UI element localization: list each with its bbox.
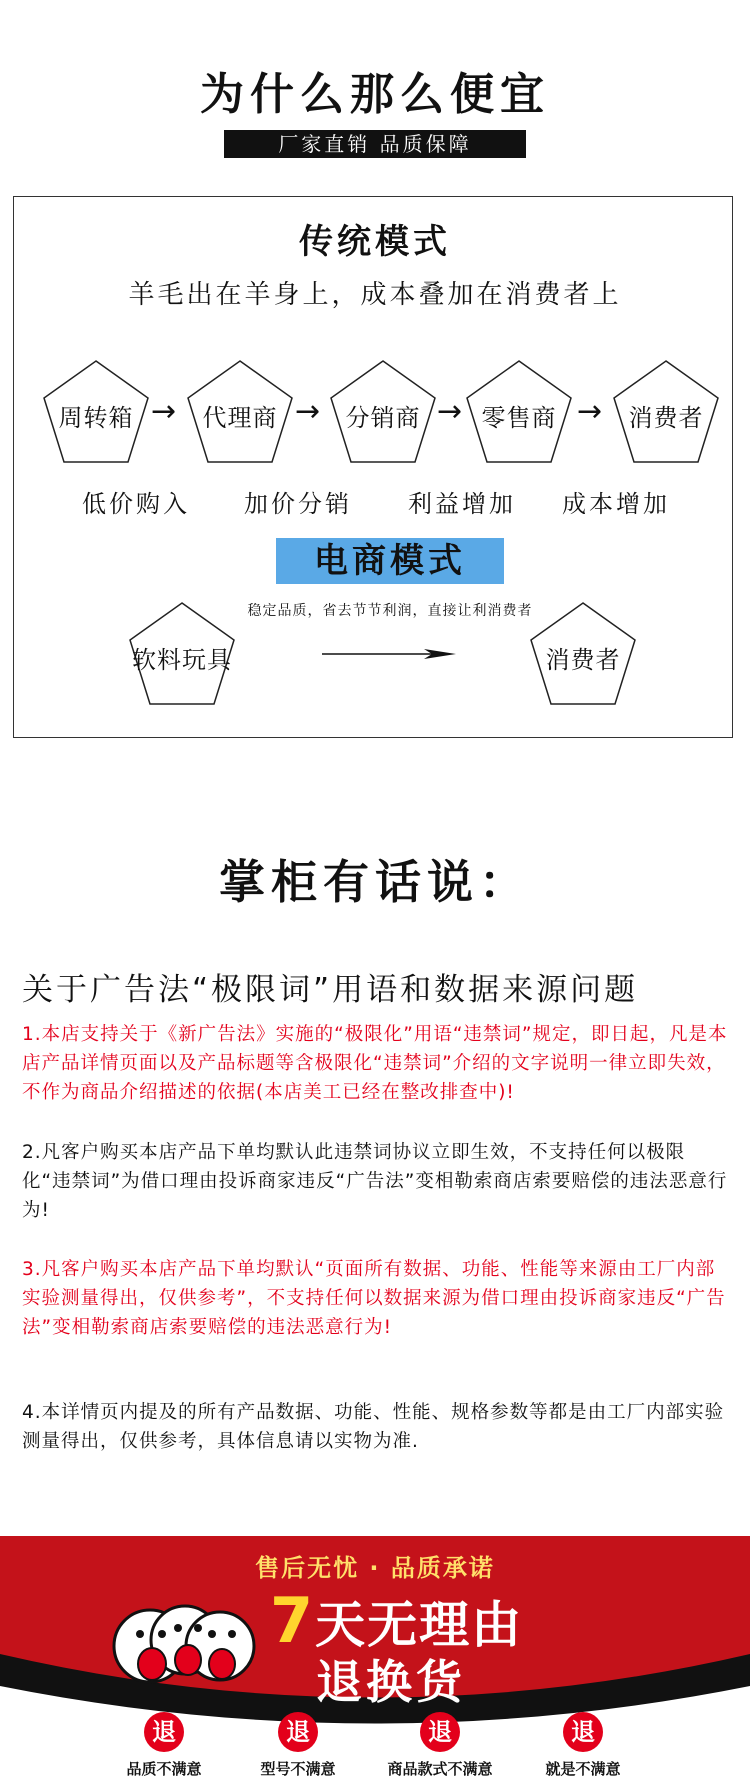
banner-no-reason: 天无理由 <box>315 1596 524 1654</box>
chain-node-agent <box>184 358 296 466</box>
long-arrow-icon <box>320 644 460 664</box>
step-label-markup: 加价分销 <box>244 490 352 518</box>
banner-headline: 售后无忧 · 品质承诺 <box>255 1554 495 1582</box>
step-label-profit: 利益增加 <box>408 490 516 518</box>
badge-label-quality: 品质不满意 <box>126 1760 202 1778</box>
notice-paragraph-2: 2.凡客户购买本店产品下单均默认此违禁词协议立即生效，不支持任何以极限化“违禁词”为借口理由投诉商家违反“广告法”变相勒索商店索要赔偿的违法恶意行为! <box>22 1142 728 1221</box>
ecommerce-node-product <box>126 600 238 708</box>
step-label-buy-low: 低价购入 <box>82 490 190 518</box>
step-label-cost: 成本增加 <box>562 490 670 518</box>
traditional-model-title: 传统模式 <box>299 222 451 262</box>
ecommerce-node-label: 软料玩具 <box>132 646 232 674</box>
badge-label-model: 型号不满意 <box>260 1760 336 1778</box>
mascot-illustration <box>114 1606 254 1682</box>
ecommerce-model-title: 电商模式 <box>276 538 504 584</box>
traditional-model-subtitle: 羊毛出在羊身上，成本叠加在消费者上 <box>128 280 622 310</box>
ecommerce-node-consumer <box>527 600 639 708</box>
chain-node-label: 分销商 <box>345 404 421 432</box>
return-badge-icon: 退 <box>420 1712 460 1752</box>
return-badge-icon: 退 <box>278 1712 318 1752</box>
chain-node-label: 周转箱 <box>58 404 134 432</box>
banner-seven: 7 <box>270 1584 316 1657</box>
page-title: 为什么那么便宜 <box>200 69 550 120</box>
notice-title: 关于广告法“极限词”用语和数据来源问题 <box>22 972 639 1008</box>
ecommerce-model-note: 稳定品质，省去节节利润，直接让利消费者 <box>247 603 533 619</box>
chain-node-label: 零售商 <box>481 404 557 432</box>
notice-paragraph-1: 1.本店支持关于《新广告法》实施的“极限化”用语“违禁词”规定，即日起，凡是本店产品详情页面以及产品标题等含极限化“违禁词”介绍的文字说明一律立即失效，不作为商品介绍描述的依据(本店美工已经在整改排查中)! <box>22 1024 728 1103</box>
return-badge-icon: 退 <box>144 1712 184 1752</box>
shopkeeper-says-title: 掌柜有话说： <box>219 855 531 909</box>
chain-node-label: 消费者 <box>628 404 704 432</box>
chain-node-consumer <box>610 358 722 466</box>
return-badge-icon: 退 <box>563 1712 603 1752</box>
chain-node-label: 代理商 <box>202 404 278 432</box>
arrow-icon: → <box>437 394 463 429</box>
arrow-icon: → <box>151 394 177 429</box>
badge-label-style: 商品款式不满意 <box>387 1760 493 1778</box>
arrow-icon: → <box>295 394 321 429</box>
chain-node-distributor <box>327 358 439 466</box>
chain-node-retailer <box>463 358 575 466</box>
ecommerce-node-label: 消费者 <box>545 646 621 674</box>
arrow-icon: → <box>577 394 603 429</box>
banner-return-text: 退换货 <box>316 1655 466 1709</box>
notice-paragraph-3: 3.凡客户购买本店产品下单均默认“页面所有数据、功能、性能等来源由工厂内部实验测量得出，仅供参考”，不支持任何以数据来源为借口理由投诉商家违反“广告法”变相勒索商店索要赔偿的违法恶意行为! <box>22 1259 726 1338</box>
notice-paragraph-4: 4.本详情页内提及的所有产品数据、功能、性能、规格参数等都是由工厂内部实验测量得出，仅供参考，具体信息请以实物为准. <box>22 1402 725 1452</box>
chain-node-turnover-box <box>40 358 152 466</box>
subtitle-bar: 厂家直销 品质保障 <box>224 130 526 158</box>
badge-label-unsatisfied: 就是不满意 <box>545 1760 621 1778</box>
